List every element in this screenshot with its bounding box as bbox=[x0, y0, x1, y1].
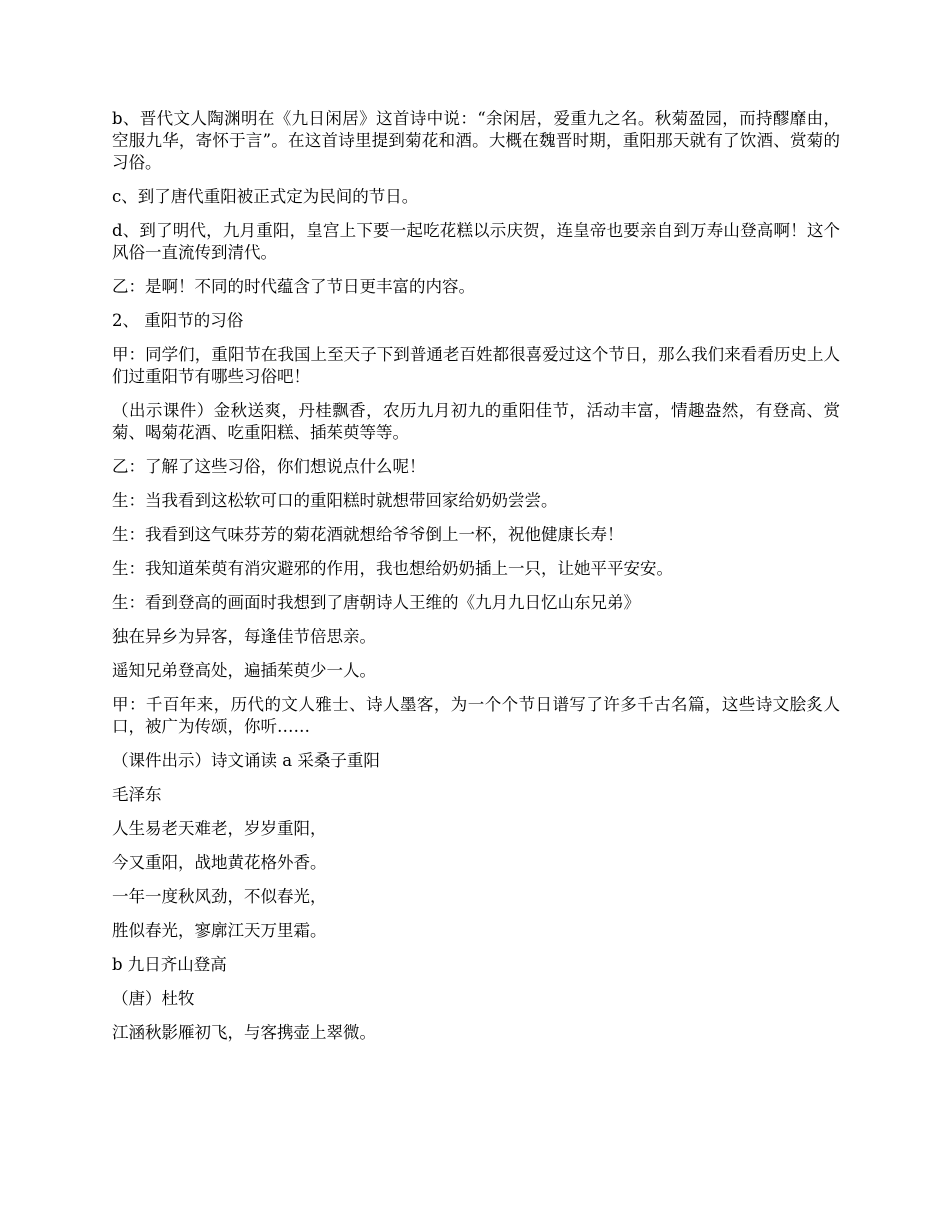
paragraph-student-climbing: 生：看到登高的画面时我想到了唐朝诗人王维的《九月九日忆山东兄弟》 bbox=[112, 593, 640, 612]
poem-title: b 九日齐山登高 bbox=[112, 955, 227, 974]
poem-line: 人生易老天难老，岁岁重阳， bbox=[112, 819, 327, 838]
poem-author: （唐）杜牧 bbox=[112, 989, 195, 1008]
paragraph-yi-reply: 乙：是啊！不同的时代蕴含了节日更丰富的内容。 bbox=[112, 277, 475, 296]
poem-line: 江涵秋影雁初飞，与客携壶上翠微。 bbox=[112, 1023, 376, 1042]
poem-line: 独在异乡为异客，每逢佳节倍思亲。 bbox=[112, 627, 376, 646]
paragraph-tao-yuanming: b、晋代文人陶渊明在《九日闲居》这首诗中说：“余闲居，爱重九之名。秋菊盈园，而持醪靡由，空服九华，寄怀于言”。在这首诗里提到菊花和酒。大概在魏晋时期，重阳那天就有了饮酒、赏菊的习俗。 bbox=[112, 109, 840, 172]
paragraph-student-wine: 生：我看到这气味芬芳的菊花酒就想给爷爷倒上一杯，祝他健康长寿！ bbox=[112, 525, 624, 544]
poem-line: 遥知兄弟登高处，遍插茱萸少一人。 bbox=[112, 661, 376, 680]
poem-title: （课件出示）诗文诵读 a 采桑子重阳 bbox=[112, 751, 380, 770]
section-heading-customs: 2、 重阳节的习俗 bbox=[112, 311, 244, 330]
poem-author: 毛泽东 bbox=[112, 785, 162, 804]
paragraph-jia-intro: 甲：同学们，重阳节在我国上至天子下到普通老百姓都很喜爱过这个节日，那么我们来看看历史上人们过重阳节有哪些习俗吧！ bbox=[112, 345, 840, 386]
paragraph-tang-dynasty: c、到了唐代重阳被正式定为民间的节日。 bbox=[112, 187, 419, 206]
paragraph-yi-question: 乙：了解了这些习俗，你们想说点什么呢！ bbox=[112, 457, 426, 476]
paragraph-student-cake: 生：当我看到这松软可口的重阳糕时就想带回家给奶奶尝尝。 bbox=[112, 491, 558, 510]
poem-line: 胜似春光，寥廓江天万里霜。 bbox=[112, 921, 327, 940]
paragraph-ming-dynasty: d、到了明代，九月重阳，皇宫上下要一起吃花糕以示庆贺，连皇帝也要亲自到万寿山登高啊！这个风俗一直流传到清代。 bbox=[112, 221, 840, 262]
paragraph-jia-poems: 甲：千百年来，历代的文人雅士、诗人墨客，为一个个节日谱写了许多千古名篇，这些诗文脍炙人口，被广为传颂，你听…… bbox=[112, 695, 840, 736]
document-page bbox=[112, 108, 840, 1056]
poem-line: 一年一度秋风劲，不似春光， bbox=[112, 887, 327, 906]
poem-line: 今又重阳，战地黄花格外香。 bbox=[112, 853, 327, 872]
paragraph-courseware: （出示课件）金秋送爽，丹桂飘香，农历九月初九的重阳佳节，活动丰富，情趣盎然，有登高、赏菊、喝菊花酒、吃重阳糕、插茱萸等等。 bbox=[112, 401, 840, 442]
paragraph-student-dogwood: 生：我知道茱萸有消灾避邪的作用，我也想给奶奶插上一只，让她平平安安。 bbox=[112, 559, 673, 578]
